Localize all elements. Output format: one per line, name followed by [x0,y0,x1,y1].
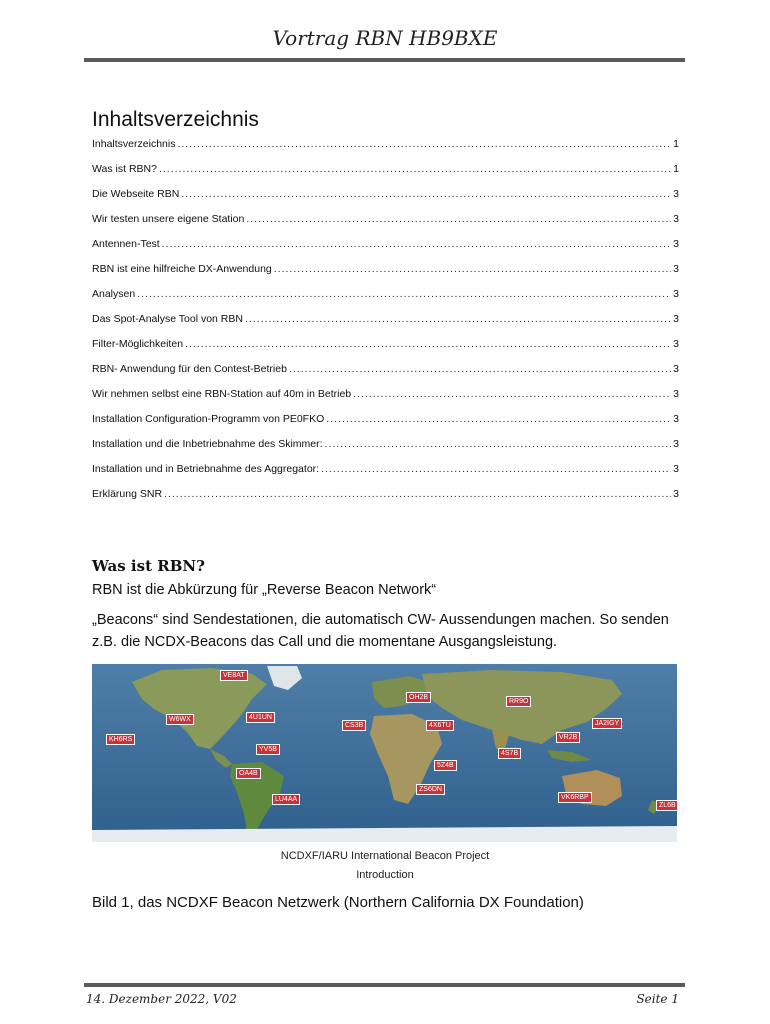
toc-leader-dots [177,138,671,150]
toc-entry-page: 3 [673,463,679,475]
toc-leader-dots [181,188,671,200]
toc-entry[interactable] [92,213,679,238]
toc-entry-page: 3 [673,413,679,425]
toc-leader-dots [289,363,671,375]
toc-entry-text: Das Spot-Analyse Tool von RBN [92,313,243,325]
header-title: Vortrag RBN HB9BXE [272,26,498,50]
toc-entry[interactable] [92,188,679,213]
toc-entry[interactable] [92,313,679,338]
toc-leader-dots [353,388,671,400]
toc-entry-page: 3 [673,438,679,450]
toc-entry-page: 3 [673,188,679,200]
toc-entry-text: Wir nehmen selbst eine RBN-Station auf 40m in Betrieb [92,388,352,400]
beacon-label: YV5B [256,744,280,755]
beacon-label: KH6RS [106,734,135,745]
footer-rule [84,983,685,987]
beacon-world-map [92,664,677,842]
toc-entry[interactable] [92,288,679,313]
toc-entry[interactable] [92,163,679,188]
toc-entry-text: Was ist RBN? [92,163,157,175]
toc-entry-page: 3 [673,213,679,225]
toc-leader-dots [164,488,671,500]
toc-entry-text: RBN ist eine hilfreiche DX-Anwendung [92,263,272,275]
beacon-label: 4X6TU [426,720,454,731]
toc-entry-text: Erklärung SNR [92,488,163,500]
figure-caption-line-2: Introduction [356,869,414,881]
beacon-label: VE8AT [220,670,248,681]
toc-list [92,138,679,513]
beacon-label: LU4AA [272,794,300,805]
toc-entry[interactable] [92,138,679,163]
world-map-image [92,664,677,842]
header-rule [84,58,685,62]
beacon-label: RR9O [506,696,531,707]
figure-caption: Bild 1, das NCDXF Beacon Netzwerk (Northern California DX Foundation) [92,894,584,911]
beacon-label: OH2B [406,692,431,703]
toc-leader-dots [159,163,671,175]
toc-leader-dots [325,438,672,450]
toc-entry-text: Die Webseite RBN [92,188,180,200]
toc-entry-page: 3 [673,338,679,350]
toc-entry-text: Wir testen unsere eigene Station [92,213,245,225]
section-heading: Was ist RBN? [92,557,205,575]
beacon-label: 4U1UN [246,712,275,723]
toc-entry-text: Installation Configuration-Programm von PE0FKO [92,413,325,425]
footer-page-number: Seite 1 [636,992,679,1006]
toc-entry-page: 3 [673,313,679,325]
toc-entry-text: Antennen-Test [92,238,160,250]
toc-entry[interactable] [92,238,679,263]
toc-entry-page: 3 [673,263,679,275]
figure-caption-line-1: NCDXF/IARU International Beacon Project [280,850,490,862]
toc-entry-page: 3 [673,288,679,300]
toc-leader-dots [137,288,671,300]
toc-entry-page: 1 [673,138,679,150]
toc-entry-text: Filter-Möglichkeiten [92,338,184,350]
toc-entry[interactable] [92,338,679,363]
toc-entry[interactable] [92,438,679,463]
toc-leader-dots [162,238,671,250]
toc-entry-text: Installation und die Inbetriebnahme des Skimmer: [92,438,323,450]
toc-leader-dots [185,338,671,350]
section-paragraph-2: „Beacons“ sind Sendestationen, die automatisch CW- Aussendungen machen. So senden z.B. die NCDX-Beacons das Call und die momentane Ausgangsleistung. [92,612,669,650]
toc-entry-page: 3 [673,488,679,500]
toc-entry[interactable] [92,488,679,513]
toc-entry-page: 3 [673,238,679,250]
beacon-label: OA4B [236,768,261,779]
beacon-label: VK6RBP [558,792,592,803]
section-paragraph-1: RBN ist die Abkürzung für „Reverse Beacon Network“ [92,582,437,598]
toc-leader-dots [245,313,671,325]
toc-entry-text: Analysen [92,288,136,300]
toc-entry-page: 3 [673,363,679,375]
toc-leader-dots [246,213,671,225]
toc-leader-dots [326,413,671,425]
beacon-label: VR2B [556,732,580,743]
toc-heading: Inhaltsverzeichnis [92,108,259,131]
toc-entry[interactable] [92,263,679,288]
beacon-label: ZL6B [656,800,677,811]
footer-date: 14. Dezember 2022, V02 [86,992,237,1006]
toc-leader-dots [321,463,671,475]
beacon-label: 5Z4B [434,760,457,771]
beacon-label: JA2IGY [592,718,622,729]
beacon-label: W6WX [166,714,194,725]
toc-entry-text: RBN- Anwendung für den Contest-Betrieb [92,363,287,375]
beacon-label: ZS6DN [416,784,445,795]
toc-entry-text: Installation und in Betriebnahme des Aggregator: [92,463,320,475]
beacon-label: 4S7B [498,748,521,759]
toc-leader-dots [274,263,671,275]
toc-entry[interactable] [92,413,679,438]
toc-entry-text: Inhaltsverzeichnis [92,138,176,150]
toc-entry-page: 1 [673,163,679,175]
toc-entry[interactable] [92,363,679,388]
toc-entry[interactable] [92,388,679,413]
toc-entry-page: 3 [673,388,679,400]
toc-entry[interactable] [92,463,679,488]
beacon-label: CS3B [342,720,366,731]
